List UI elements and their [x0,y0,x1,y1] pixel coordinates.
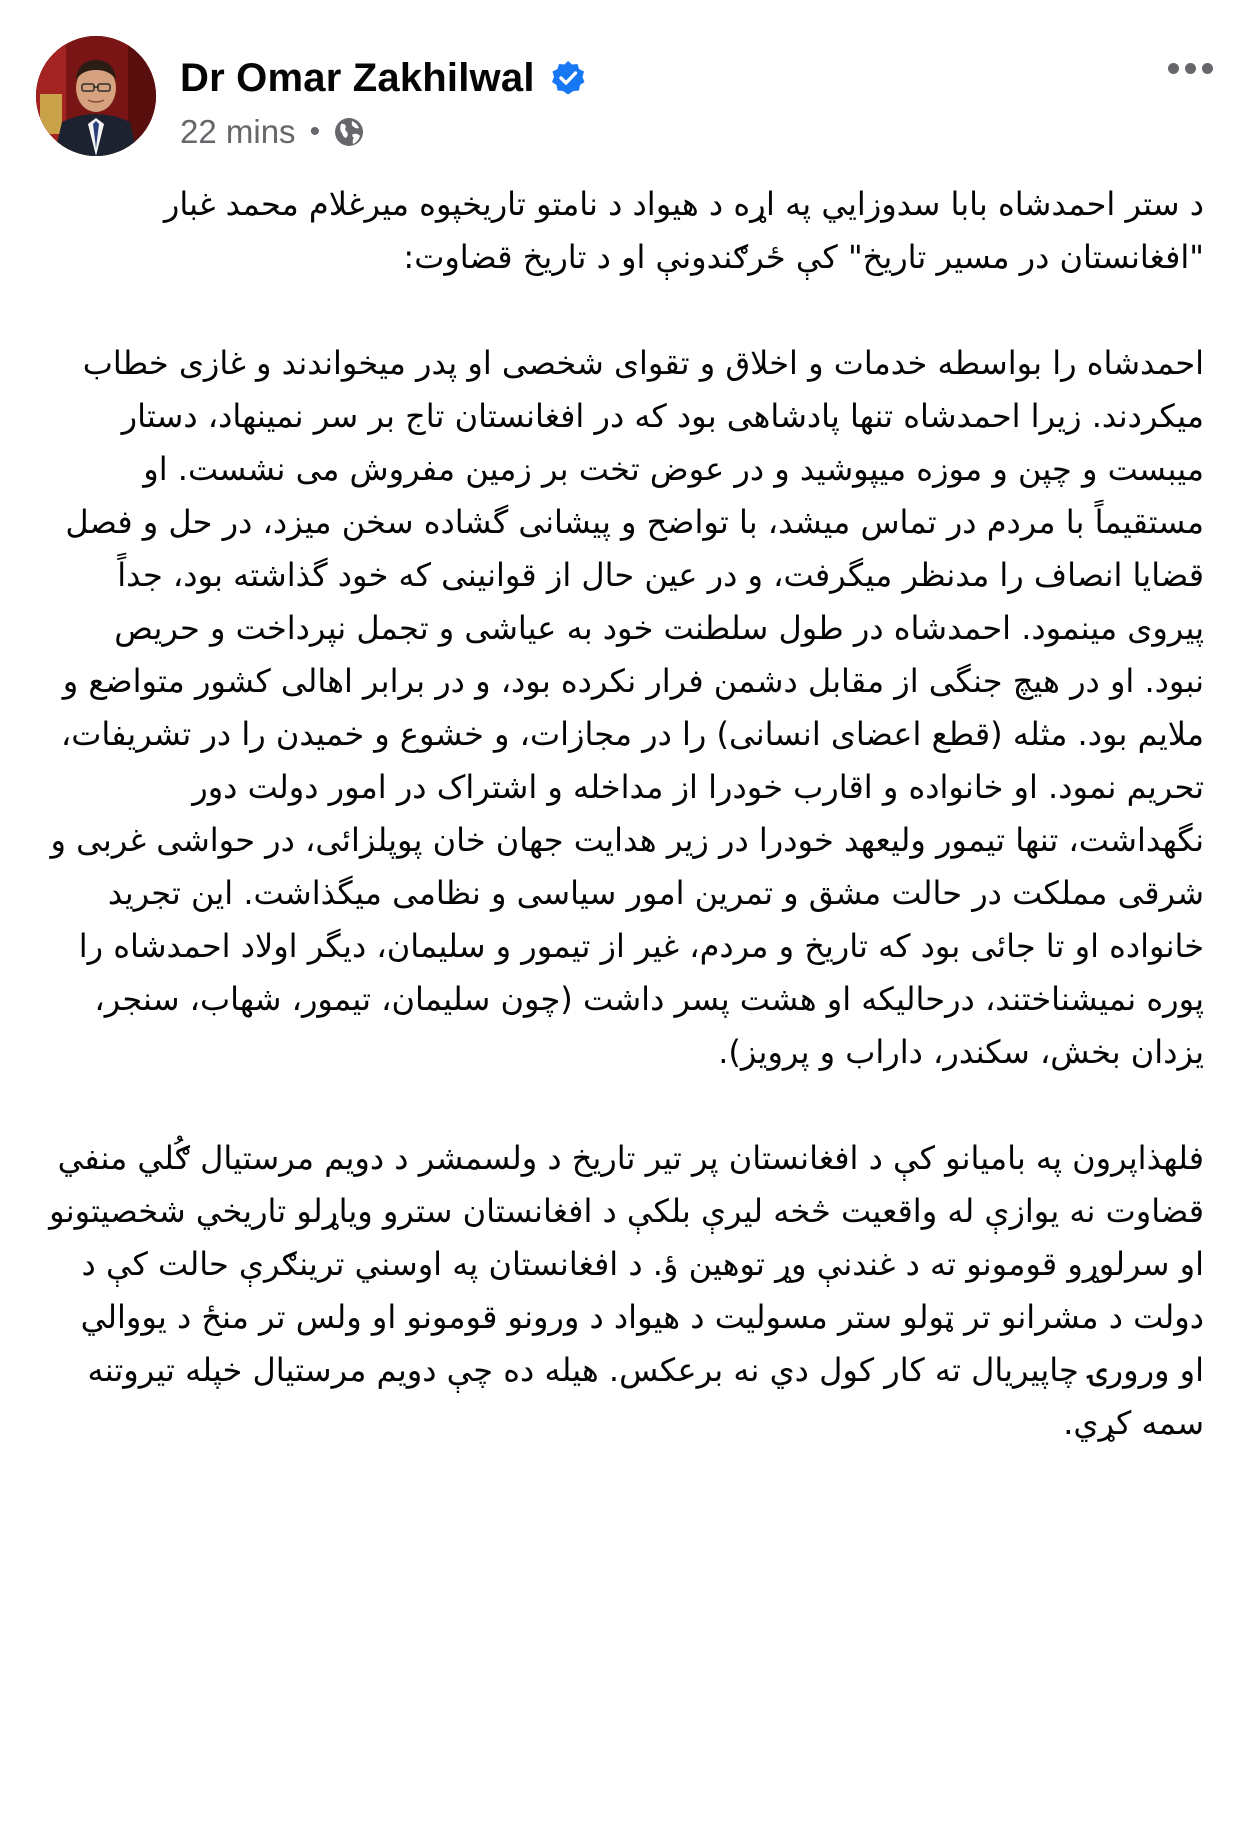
post-meta [180,110,366,154]
author-name[interactable]: Dr Omar Zakhilwal [180,55,535,100]
more-options-icon[interactable] [1160,50,1220,86]
post-paragraph: د ستر احمدشاه بابا سدوزايي په اړه د هیواد د نامتو تاریخپوه میرغلام محمد غبار "افغانستان در مسیر تاریخ" کې ځرګندونې او د تاریخ قضاوت: [163,185,1204,276]
meta-separator: • [309,115,321,148]
post-timestamp[interactable]: 22 mins [180,113,296,150]
verified-badge-icon [549,59,587,97]
post-paragraph: احمدشاه را بواسطه خدمات و اخلاق و تقوای شخصی او پدر میخواندند و غازی خطاب میکردند. زیرا احمدشاه تنها پادشاهی بود که در افغانستان تاج بر سر نمینهاد، دستار میبست و چپن و موزه میپوشید و در عوض تخت بر زمین مفروش می نشست. او مستقیماً با مردم در تماس میشد، با تواضح و پیشانی گشاده سخن میزد، در حل و فصل قضایا انصاف را مدنظر میگرفت، و در عین حال از قوانینی که خود گذاشته بود، جداً پیروی مینمود. احمدشاه در طول سلطنت خود به عیاشی و تجمل نپرداخت و حریص نبود. او در هیچ جنگی از مقابل دشمن فرار نکرده بود، و در برابر اهالی کشور متواضع و ملایم بود. مثله (قطع اعضای انسانی) را در مجازات، و خشوع و خمیدن را در تشریفات، تحریم نمود. او خانواده و اقارب خودرا از مداخله و اشتراک در امور دولت دور نگهداشت، تنها تیمور ولیعهد خودرا در زیر هدایت جهان خان پوپلزائی، در حواشی غربی و شرقی مملکت در حالت مشق و تمرین امور سیاسی و نظامی میگذاشت. این تجرید خانواده او تا جائی بود که تاریخ و مردم، غیر از تیمور و سلیمان، دیگر اولاد احمدشاه را پوره نمیشناختند، درحالیکه او هشت پسر داشت (چون سلیمان، تیمور، شهاب، سنجر، یزدان بخش، سکندر، داراب و پرویز). [50,344,1204,1071]
post-paragraph: فلهذاپرون په بامیانو کې د افغانستان پر تیر تاریخ د ولسمشر د دویم مرستیال ګُلي منفي قضاوت نه یوازې له واقعیت څخه لیرې بلکې د افغانستان سترو ویاړلو تاریخي شخصیتونو او سرلوړو قومونو ته د غندنې وړ توهین ؤ. د افغانستان په اوسني ترینګرې حالت کې د دولت د مشرانو تر ټولو ستر مسولیت د هیواد د ورونو قومونو او ولس تر منځ د یووالي او ورورۍ چاپیریال ته کار کول دي نه برعکس. هیله ده چې دویم مرستیال خپله تیروتنه سمه کړي. [49,1139,1204,1442]
author-header [180,52,587,104]
avatar-portrait-image [36,36,156,156]
globe-icon[interactable] [332,115,366,149]
post-text [48,178,1204,1450]
author-avatar[interactable] [36,36,156,156]
